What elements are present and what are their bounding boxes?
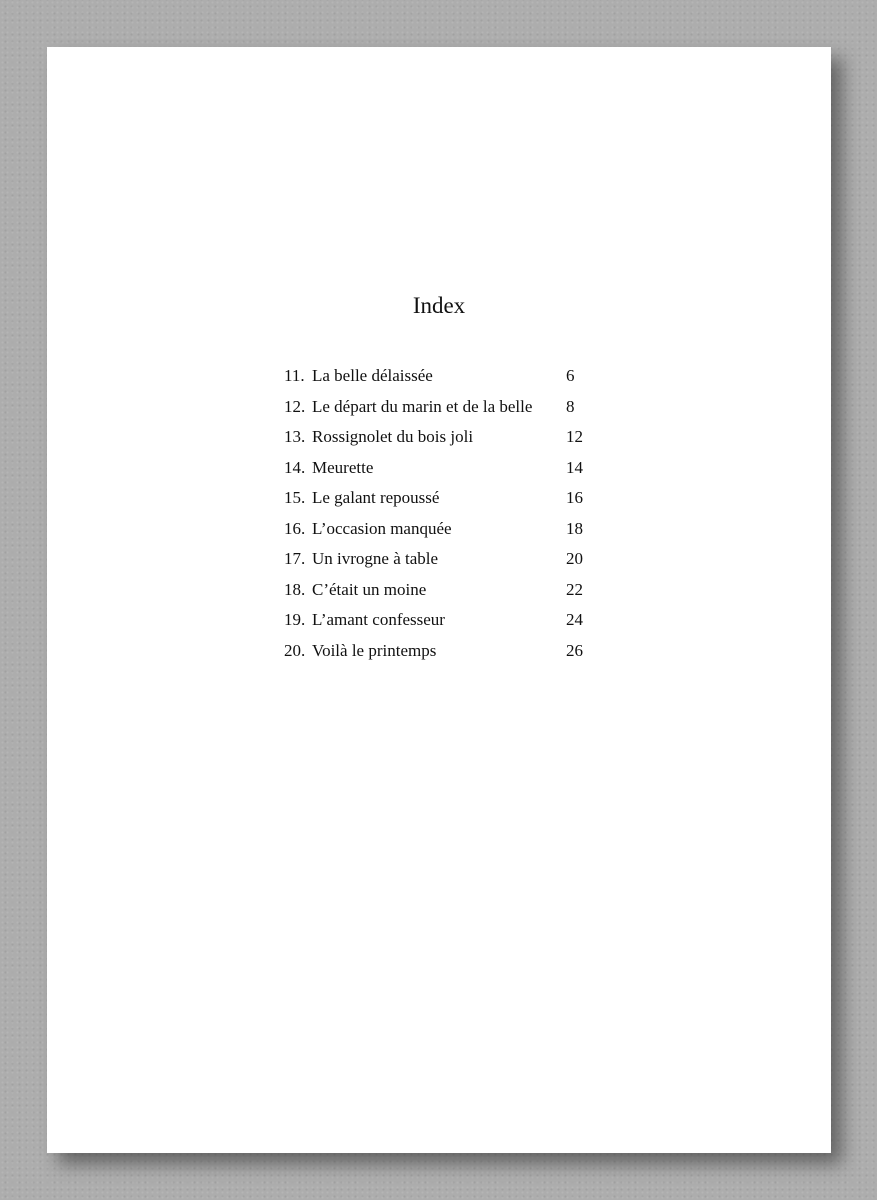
entry-number: 18. <box>284 579 306 599</box>
entry-number: 15. <box>284 488 306 507</box>
entry-number: 12. <box>284 396 306 416</box>
entry-number: 20. <box>284 640 306 660</box>
entry-page: 16 <box>566 488 583 507</box>
entry-page: 6 <box>566 366 575 385</box>
index-list <box>284 361 594 666</box>
index-entry <box>284 575 594 606</box>
document-page <box>47 47 831 1153</box>
entry-page: 20 <box>566 549 583 568</box>
entry-number: 17. <box>284 549 306 568</box>
entry-page: 24 <box>566 610 583 629</box>
entry-page: 18 <box>566 518 583 538</box>
entry-number: 13. <box>284 427 306 446</box>
index-entry <box>284 483 594 514</box>
index-entry <box>284 422 594 453</box>
entry-title: La belle délaissée <box>312 366 433 385</box>
entry-number: 16. <box>284 518 306 538</box>
entry-title: Rossignolet du bois joli <box>312 427 474 446</box>
entry-title: C’était un moine <box>312 579 427 599</box>
entry-title: Un ivrogne à table <box>312 549 439 568</box>
entry-number: 14. <box>284 457 306 477</box>
entry-title: Voilà le printemps <box>312 640 437 660</box>
index-entry <box>284 453 594 484</box>
index-entry <box>284 361 594 392</box>
entry-title: Le galant repoussé <box>312 488 440 507</box>
index-entry <box>284 605 594 636</box>
entry-page: 22 <box>566 579 583 599</box>
entry-title: Meurette <box>312 457 374 477</box>
index-entry <box>284 544 594 575</box>
entry-title: L’amant confesseur <box>312 610 445 629</box>
entry-page: 12 <box>566 427 583 446</box>
entry-title: L’occasion manquée <box>312 518 452 538</box>
entry-page: 8 <box>566 396 575 416</box>
index-entry <box>284 514 594 545</box>
entry-number: 11. <box>284 366 305 385</box>
page-title: Index <box>412 293 466 318</box>
index-entry <box>284 392 594 423</box>
entry-page: 26 <box>566 640 583 660</box>
entry-title: Le départ du marin et de la belle <box>312 396 533 416</box>
entry-number: 19. <box>284 610 306 629</box>
index-entry <box>284 636 594 667</box>
entry-page: 14 <box>566 457 583 477</box>
